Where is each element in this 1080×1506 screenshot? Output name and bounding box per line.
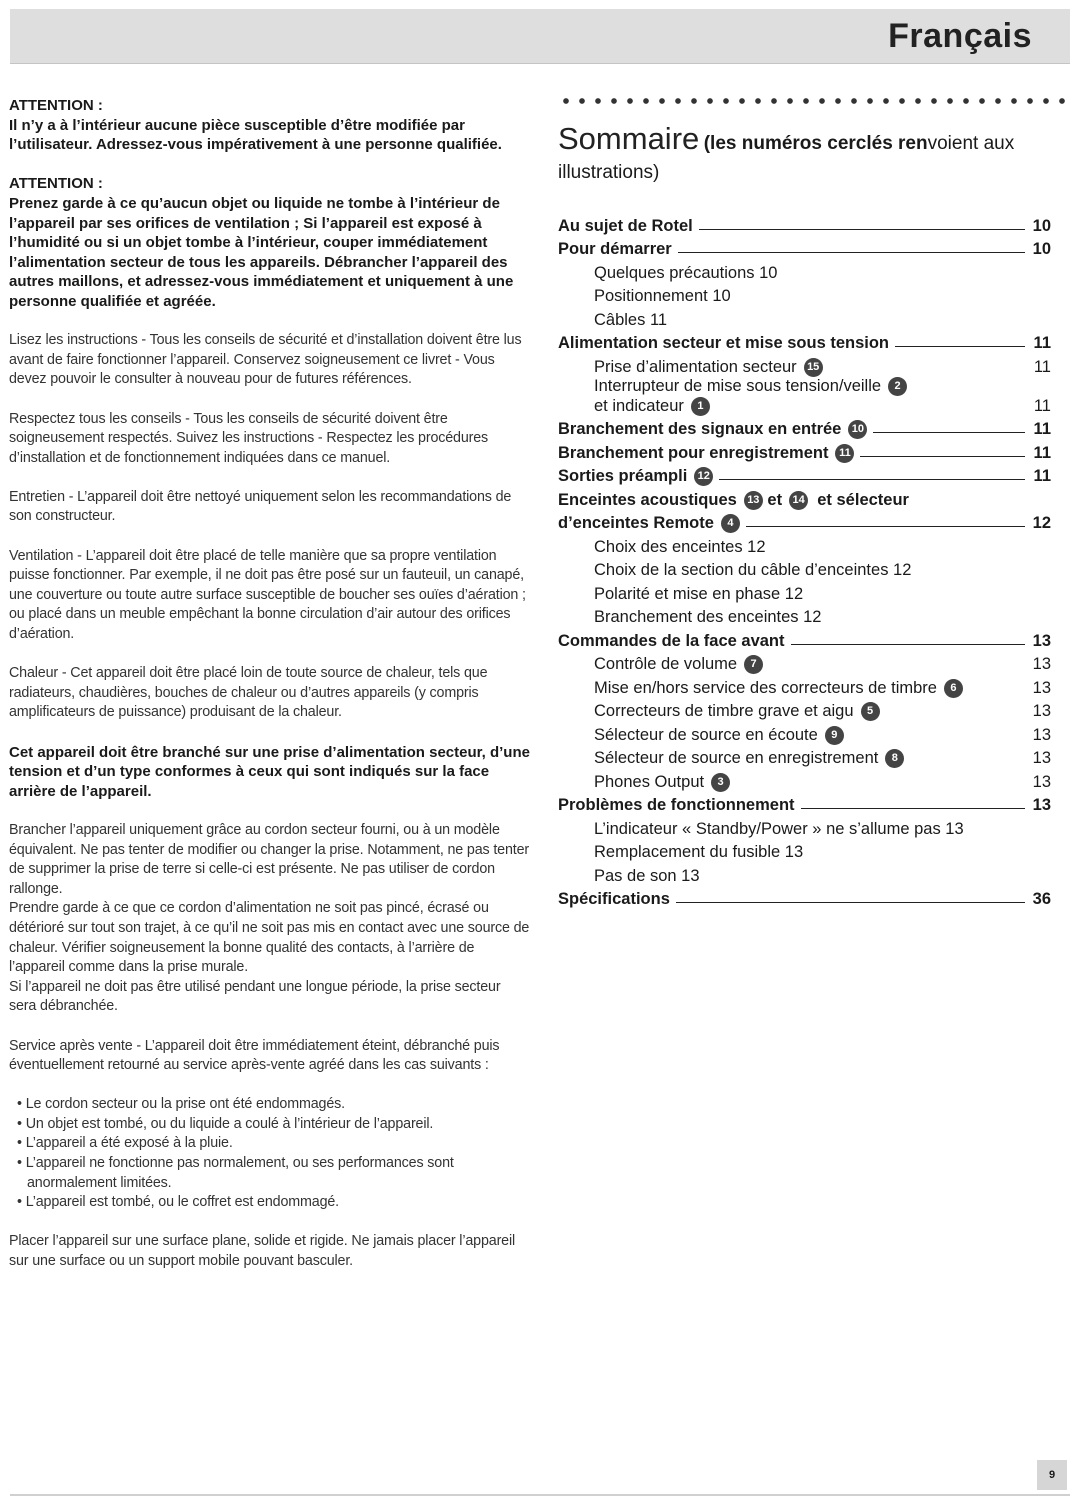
toc-title-note: (les numéros cerclés ren [703,133,928,154]
table-of-contents [558,212,1051,909]
callout-number-badge: 4 [721,514,740,533]
toc-page: 13 [1032,631,1051,650]
toc-entry[interactable] [558,330,1051,354]
toc-title-note-end: voient aux illustrations) [558,133,1015,183]
paragraph-chaleur: Chaleur - Cet appareil doit être placé loin de toute source de chaleur, tels que radiateurs, chaudières, bouches de chaleur ou d’autres appareils (y compris amplificateurs de puissance) produisant de la chaleur. [9,665,488,721]
toc-page: 11 [1033,467,1051,485]
toc-label: Câbles 11 [594,310,668,329]
toc-label: Commandes de la face avant [558,631,785,650]
toc-label: Branchement pour enregistrement [558,443,829,462]
language-banner [10,9,1070,64]
attention-title: ATTENTION : [9,97,103,114]
toc-subentry[interactable] [558,745,1051,769]
toc-subentry[interactable] [558,283,1051,307]
toc-page: 11 [1033,334,1051,352]
list-item: • Le cordon secteur ou la prise ont été endommagés. [9,1095,531,1115]
toc-label: Polarité et mise en phase 12 [594,584,804,603]
toc-page: 12 [1032,514,1051,532]
language-title: Français [888,17,1032,55]
toc-subentry[interactable] [558,353,1051,377]
toc-subentry[interactable] [558,674,1051,698]
callout-number-badge: 2 [888,377,907,396]
toc-label: Problèmes de fonctionnement [558,796,795,814]
toc-entry[interactable] [558,886,1051,910]
paragraph-entretien: Entretien - L’appareil doit être nettoyé uniquement selon les recommandations de son constructeur. [9,488,512,525]
toc-subentry[interactable] [558,377,1051,397]
callout-number-badge: 3 [711,773,730,792]
toc-subentry[interactable] [558,557,1051,581]
list-item: • L’appareil a été exposé à la pluie. [9,1134,531,1154]
toc-label: Spécifications [558,890,670,908]
toc-label: Sorties préampli [558,467,688,485]
callout-number-badge: 11 [835,444,854,463]
toc-page: 13 [1032,772,1051,791]
page-number: 9 [1037,1460,1067,1490]
toc-page: 13 [1032,796,1051,814]
toc-label: Mise en/hors service des correcteurs de timbre [594,678,937,697]
toc-entry[interactable] [558,212,1051,236]
callout-number-badge: 12 [694,467,713,486]
list-item: • L’appareil ne fonctionne pas normalement, ou ses performances sont anormalement limitées. [9,1154,531,1193]
toc-page: 10 [1032,216,1051,235]
toc-page: 11 [1033,357,1051,376]
paragraph-ventilation: Ventilation - L’appareil doit être placé de telle manière que sa propre ventilation puisse fonctionner. Par exemple, il ne doit pas être posé sur un fauteuil, un canapé, une couverture ou toute autre surface susceptible de boucher ses ouïes d’aération ; ou placé dans un meuble empêchant la bonne circulation d’air autour des orifices d’aération. [9,547,526,643]
toc-page: 13 [1032,725,1051,744]
toc-subentry[interactable] [558,533,1051,557]
toc-page: 13 [1032,749,1051,767]
toc-label: Alimentation secteur et mise sous tension [558,334,889,352]
list-item: • Un objet est tombé, ou du liquide a coulé à l’intérieur de l’appareil. [9,1115,531,1135]
paragraph-conseils: Respectez tous les conseils - Tous les conseils de sécurité doivent être soigneusement respectés. Suivez les instructions - Respectez les procédures d’installation et de fonctionnement indiquées dans ce manuel. [9,410,489,466]
toc-label: Interrupteur de mise sous tension/veille [594,377,882,395]
attention-title: ATTENTION : [9,175,103,193]
toc-subentry-continued[interactable] [558,396,1051,416]
toc-page: 36 [1032,890,1051,908]
toc-page: 10 [1032,240,1051,258]
service-cases-list [9,1095,531,1213]
paragraph-cordon: Brancher l’appareil uniquement grâce au cordon secteur fourni, ou à un modèle équivalent. Ne pas tenter de modifier ou changer la prise. Notamment, ne pas tenter de supprimer la prise de terre si celle-ci est présente. Ne pas utiliser de cordon rallonge. [9,821,530,897]
dotted-divider [558,96,1070,106]
toc-title [558,121,1070,188]
toc-label: Choix de la section du câble d’enceintes 12 [594,561,912,579]
toc-subentry[interactable] [558,259,1051,283]
toc-entry-continued[interactable] [558,510,1051,534]
callout-number-badge: 14 [789,491,808,510]
toc-label: et indicateur [594,396,684,415]
toc-page: 13 [1032,702,1051,720]
toc-label: Correcteurs de timbre grave et aigu [594,702,854,720]
toc-label: Enceintes acoustiques [558,490,737,509]
toc-entry[interactable] [558,439,1051,463]
callout-number-badge: 13 [744,491,763,510]
toc-page: 11 [1033,396,1051,415]
toc-label: et [767,490,783,509]
toc-entry[interactable] [558,416,1051,440]
toc-entry[interactable] [558,792,1051,816]
callout-number-badge: 6 [944,679,963,698]
toc-subentry[interactable] [558,698,1051,722]
attention-text: Prenez garde à ce qu’aucun objet ou liquide ne tombe à l’intérieur de l’appareil par ses orifices de ventilation ; Si l’appareil est exposé à l’humidité ou si un objet tombe à l’intérieur, couper immédiatement l’alimentation secteur de tous les appareils. Débrancher l’appareil des autres maillons, et adressez-vous immédiatement et uniquement à une personne qualifiée et agréée. [9,194,514,310]
toc-subentry[interactable] [558,651,1051,675]
callout-number-badge: 1 [691,397,710,416]
toc-page: 13 [1032,655,1051,673]
paragraph-service: Service après vente - L’appareil doit être immédiatement éteint, débranché puis éventuellement retourné au service après-vente agréé dans les cas suivants : [9,1037,500,1074]
toc-label: Prise d’alimentation secteur [594,357,797,376]
toc-label: Branchement des signaux en entrée [558,420,842,438]
callout-number-badge: 8 [885,749,904,768]
callout-number-badge: 10 [848,420,867,439]
toc-label: Sélecteur de source en enregistrement [594,749,879,767]
toc-label: Sélecteur de source en écoute [594,725,818,744]
callout-number-badge: 15 [804,358,823,377]
toc-entry[interactable] [558,627,1051,651]
toc-label: Quelques précautions 10 [594,263,778,282]
toc-label: Positionnement 10 [594,287,731,305]
callout-number-badge: 7 [744,655,763,674]
toc-entry[interactable] [558,463,1051,487]
toc-page: 11 [1033,420,1051,438]
paragraph-cordon: Si l’appareil ne doit pas être utilisé pendant une longue période, la prise secteur sera débranchée. [9,978,501,1015]
toc-subentry[interactable] [558,815,1051,839]
callout-number-badge: 5 [861,702,880,721]
toc-subentry[interactable] [558,768,1051,792]
toc-subentry[interactable] [558,580,1051,604]
toc-entry[interactable] [558,236,1051,260]
toc-label: Choix des enceintes 12 [594,537,766,556]
toc-label: d’enceintes Remote [558,514,714,532]
toc-label: Remplacement du fusible 13 [594,843,804,861]
toc-label: Phones Output [594,772,705,791]
toc-page: 11 [1033,443,1051,462]
toc-title-main: Sommaire [558,121,700,156]
toc-label: Pour démarrer [558,240,672,258]
toc-label: Branchement des enceintes 12 [594,608,822,626]
toc-subentry[interactable] [558,306,1051,330]
toc-page: 13 [1032,678,1051,697]
toc-label: Au sujet de Rotel [558,216,693,235]
attention-text: Il n’y a à l’intérieur aucune pièce susceptible d’être modifiée par l’utilisateur. Adressez-vous impérativement à une personne qualifiée. [9,116,502,154]
paragraph-cordon: Prendre garde à ce que ce cordon d’alimentation ne soit pas pincé, écrasé ou détérioré sur tout son trajet, à ce qu’il ne soit pas mis en contact avec une source de chaleur. Vérifier soigneusement la bonne qualité des contacts, à l’arrière de l’appareil comme dans la prise murale. [9,900,530,976]
safety-column [9,96,531,1272]
toc-label: et sélecteur [817,490,909,509]
toc-subentry[interactable] [558,721,1051,745]
toc-label: L’indicateur « Standby/Power » ne s’allume pas 13 [594,819,964,838]
list-item: • L’appareil est tombé, ou le coffret est endommagé. [9,1193,531,1213]
toc-subentry[interactable] [558,862,1051,886]
callout-number-badge: 9 [825,726,844,745]
toc-subentry[interactable] [558,604,1051,628]
paragraph-instructions: Lisez les instructions - Tous les conseils de sécurité et d’installation doivent être lus avant de faire fonctionner l’appareil. Conservez soigneusement ce livret - Vous devez pouvoir le consulter à nouveau pour de futures références. [9,332,522,388]
paragraph-alimentation-warning: Cet appareil doit être branché sur une prise d’alimentation secteur, d’une tension et d’un type conformes à ceux qui sont indiqués sur la face arrière de l’appareil. [9,743,530,800]
toc-label: Pas de son 13 [594,866,700,885]
footer-rule [10,1494,1070,1496]
paragraph-placer: Placer l’appareil sur une surface plane, solide et rigide. Ne jamais placer l’appareil sur une surface ou un support mobile pouvant basculer. [9,1233,516,1270]
toc-subentry[interactable] [558,839,1051,863]
toc-entry[interactable] [558,486,1051,510]
toc-label: Contrôle de volume [594,655,738,673]
